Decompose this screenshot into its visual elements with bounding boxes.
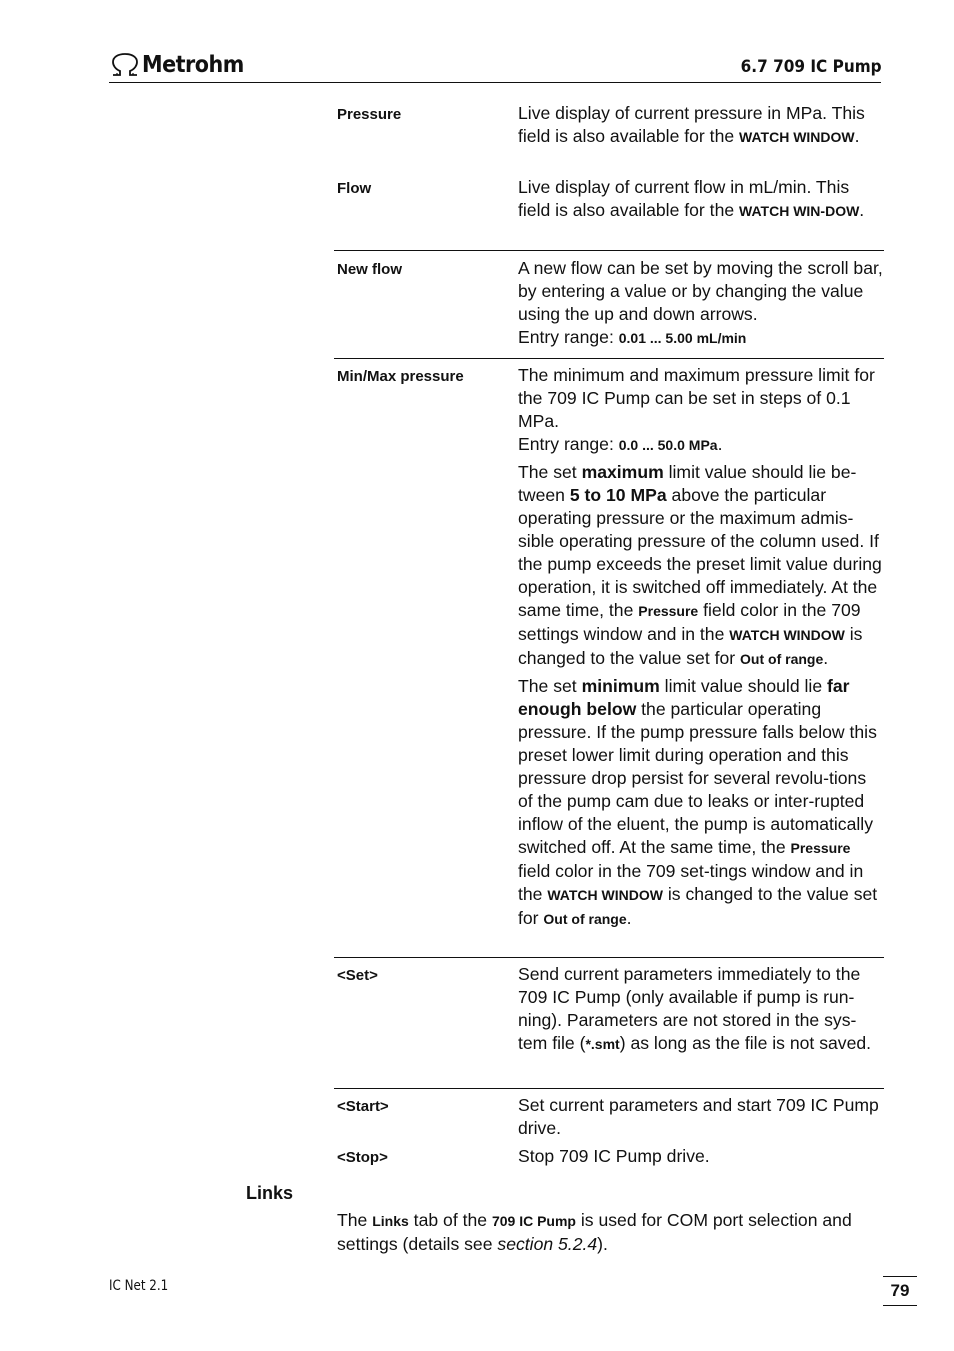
field-label-new-flow: New flow (337, 261, 403, 278)
field-label-pressure: Pressure (337, 106, 402, 123)
table-divider (334, 957, 884, 958)
field-desc-min-max-pressure: The minimum and maximum pressure limit for the 709 IC Pump can be set in steps of 0.1 MPa. Entry range: 0.0 ... 50.0 MPa. The set maximum limit value should lie be-tween 5 to 10 MPa above the particular operating pressure or the maximum admis-sible operating pressure of the column used. If the pump exceeds the preset limit value during operation, it is switched off immediately. At the same time, the Pressure field color in the 709 settings window and in the WATCH WINDOW is changed to the value set for Out of range. The set minimum limit value should lie far enough below the particular operating pressure. If the pump pressure falls below this preset lower limit during operation and this pressure drop persist for several revolu-tions of the pump cam due to leaks or inter-rupted inflow of the eluent, the pump is automatically switched off. At the same time, the Pressure field color in the 709 set-tings window and in the WATCH WINDOW is changed to the value set for Out of range. (518, 365, 882, 928)
field-label-set: <Set> (337, 967, 378, 984)
page-number: 79 (883, 1276, 917, 1306)
field-desc-set: Send current parameters immediately to the 709 IC Pump (only available if pump is run-ning). Parameters are not stored in the sys-tem file (*.smt) as long as the file is not saved. (518, 964, 872, 1053)
header-divider (109, 82, 881, 83)
field-desc-stop: Stop 709 IC Pump drive. (518, 1146, 710, 1166)
links-paragraph: The Links tab of the 709 IC Pump is used for COM port selection and settings (details see section 5.2.4). (337, 1210, 852, 1254)
table-divider (334, 358, 884, 359)
metrohm-logo (110, 52, 244, 78)
omega-icon (110, 52, 140, 78)
field-desc-flow: Live display of current flow in mL/min. This field is also available for the WATCH WIN-DOW. (518, 177, 865, 220)
links-heading: Links (246, 1183, 294, 1203)
field-label-min-max-pressure: Min/Max pressure (337, 368, 464, 385)
logo-wordmark: Metrohm (142, 51, 244, 78)
field-label-stop: <Stop> (337, 1149, 388, 1166)
field-desc-start: Set current parameters and start 709 IC Pump drive. (518, 1095, 879, 1138)
field-desc-pressure: Live display of current pressure in MPa. This field is also available for the WATCH WINDOW. (518, 103, 865, 146)
field-label-flow: Flow (337, 180, 372, 197)
footer-product: IC Net 2.1 (109, 1278, 169, 1294)
section-title: 6.7 709 IC Pump (741, 57, 882, 77)
table-divider (334, 250, 884, 251)
field-desc-new-flow: A new flow can be set by moving the scroll bar, by entering a value or by changing the value using the up and down arrows. Entry range: 0.01 ... 5.00 mL/min (518, 258, 883, 347)
field-label-start: <Start> (337, 1098, 389, 1115)
table-divider (334, 1088, 884, 1089)
